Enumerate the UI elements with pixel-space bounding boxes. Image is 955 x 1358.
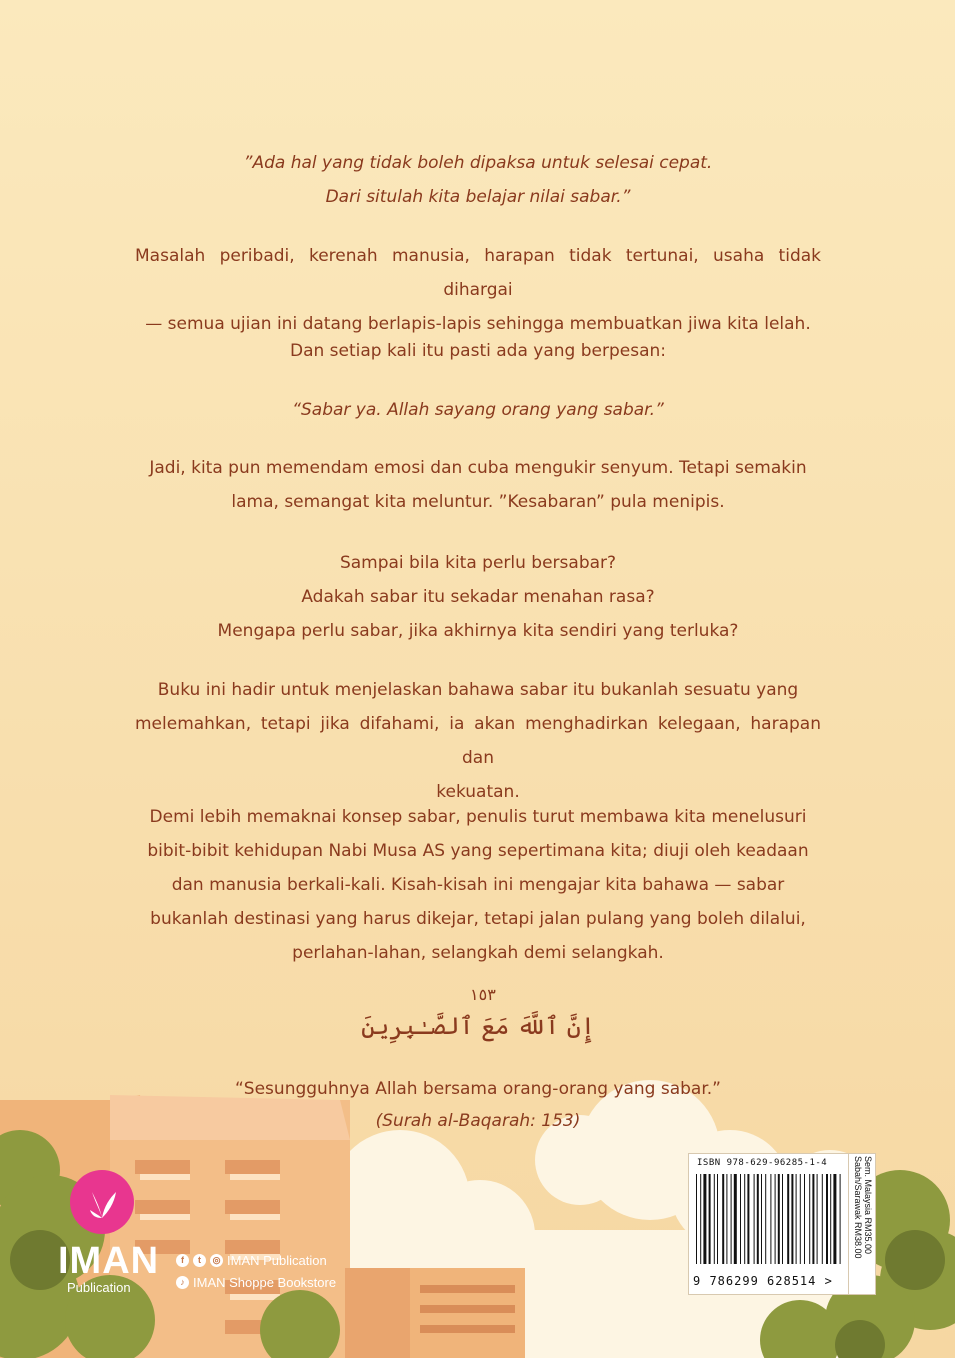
quote-intro-line: ”Ada hal yang tidak boleh dipaksa untuk selesai cepat.	[243, 153, 713, 173]
barcode-bar	[770, 1174, 771, 1264]
paragraph-line: — semua ujian ini datang berlapis-lapis sehingga membuatkan jiwa kita lelah.	[145, 314, 811, 334]
question-line: Sampai bila kita perlu bersabar?	[339, 553, 617, 573]
paragraph-2: Dan setiap kali itu pasti ada yang berpesan:	[290, 341, 666, 361]
barcode-bar	[747, 1174, 749, 1264]
barcode-bar	[722, 1174, 724, 1264]
quote-intro-line: Dari situlah kita belajar nilai sabar.”	[325, 187, 631, 207]
barcode-bar	[726, 1174, 727, 1264]
price-line-1: Sem. Malaysia RM35.00	[863, 1156, 873, 1255]
barcode-bar	[709, 1174, 711, 1264]
barcode-bar	[817, 1174, 818, 1264]
paragraph-line: perlahan-lahan, selangkah demi selangkah.	[292, 943, 664, 963]
paragraph-line: Buku ini hadir untuk menjelaskan bahawa sabar itu bukanlah sesuatu yang	[157, 680, 799, 700]
barcode	[688, 1153, 850, 1295]
barcode-bar	[804, 1174, 805, 1264]
paragraph-line: bibit-bibit kehidupan Nabi Musa AS yang sepertimana kita; diuji oleh keadaan	[147, 841, 809, 861]
publisher-name: IMAN	[58, 1240, 160, 1282]
questions	[135, 546, 821, 648]
paragraph-line: kekuatan.	[436, 782, 520, 802]
barcode-bar	[809, 1174, 810, 1264]
social-handles	[176, 1253, 327, 1268]
question-line: Adakah sabar itu sekadar menahan rasa?	[301, 587, 655, 607]
paragraph-line: Jadi, kita pun memendam emosi dan cuba mengukir senyum. Tetapi semakin	[149, 458, 807, 478]
barcode-bar	[778, 1174, 780, 1264]
barcode-bar	[761, 1174, 762, 1264]
barcode-bar	[754, 1174, 755, 1264]
barcode-bars	[694, 1174, 844, 1264]
price-label	[848, 1153, 876, 1295]
barcode-bar	[703, 1174, 706, 1264]
twitter-icon[interactable]: t	[193, 1254, 206, 1267]
paragraph-1	[135, 239, 821, 341]
barcode-bar	[782, 1174, 783, 1264]
surah-reference: (Surah al-Baqarah: 153)	[375, 1111, 581, 1131]
price-line-2: Sabah/Sarawak RM38.00	[853, 1156, 863, 1259]
tiktok-icon[interactable]: ♪	[176, 1276, 189, 1289]
barcode-bar	[796, 1174, 797, 1264]
paragraph-line: dan manusia berkali-kali. Kisah-kisah ini mengajar kita bahawa — sabar	[171, 875, 785, 895]
publisher-logo-icon	[70, 1170, 134, 1234]
barcode-bar	[696, 1174, 697, 1264]
barcode-bar	[830, 1174, 831, 1264]
barcode-bar	[765, 1174, 766, 1264]
arabic-verse: إِنَّ ٱللَّهَ مَعَ ٱلصَّـٰبِرِينَ	[361, 1012, 595, 1040]
paragraph-5	[135, 800, 821, 970]
barcode-bar	[717, 1174, 718, 1264]
translation: “Sesungguhnya Allah bersama orang-orang yang sabar.”	[235, 1079, 721, 1099]
barcode-bar	[800, 1174, 801, 1264]
quote-intro	[135, 146, 821, 214]
instagram-icon[interactable]: ◎	[210, 1254, 223, 1267]
building-middle	[345, 1268, 525, 1358]
paragraph-3	[135, 451, 821, 519]
social-handle-text: IMAN Publication	[227, 1253, 327, 1268]
barcode-bar	[757, 1174, 759, 1264]
barcode-bar	[840, 1174, 841, 1264]
barcode-bar	[744, 1174, 745, 1264]
paragraph-4	[135, 673, 821, 809]
shop-handle	[176, 1275, 336, 1290]
barcode-bar	[822, 1174, 823, 1264]
ean-text: 9 786299 628514 >	[693, 1274, 833, 1288]
verse-number: ١٥٣	[470, 985, 496, 1004]
paragraph-line: lama, semangat kita meluntur. ”Kesabaran” pula menipis.	[231, 492, 725, 512]
paragraph-line: bukanlah destinasi yang harus dikejar, tetapi jalan pulang yang boleh dilalui,	[150, 909, 806, 929]
isbn-text: ISBN 978-629-96285-1-4	[697, 1158, 828, 1168]
barcode-bar	[731, 1174, 732, 1264]
paragraph-line: melemahkan, tetapi jika difahami, ia akan menghadirkan kelegaan, harapan dan	[135, 714, 821, 768]
facebook-icon[interactable]: f	[176, 1254, 189, 1267]
paragraph-line: Demi lebih memaknai konsep sabar, penulis turut membawa kita menelusuri	[149, 807, 807, 827]
barcode-bar	[791, 1174, 793, 1264]
paragraph-line: Masalah peribadi, kerenah manusia, harapan tidak tertunai, usaha tidak dihargai	[135, 246, 821, 300]
barcode-bar	[734, 1174, 737, 1264]
question-line: Mengapa perlu sabar, jika akhirnya kita sendiri yang terluka?	[217, 621, 739, 641]
barcode-bar	[740, 1174, 741, 1264]
publisher-sub: Publication	[67, 1280, 131, 1295]
barcode-bar	[775, 1174, 776, 1264]
price-text	[853, 1156, 873, 1259]
barcode-bar	[833, 1174, 836, 1264]
barcode-bar	[700, 1174, 701, 1264]
barcode-bar	[787, 1174, 789, 1264]
barcode-bar	[826, 1174, 828, 1264]
quote-2: “Sabar ya. Allah sayang orang yang sabar.”	[292, 400, 664, 420]
barcode-bar	[714, 1174, 715, 1264]
barcode-bar	[812, 1174, 814, 1264]
shop-handle-text: IMAN Shoppe Bookstore	[193, 1275, 337, 1290]
